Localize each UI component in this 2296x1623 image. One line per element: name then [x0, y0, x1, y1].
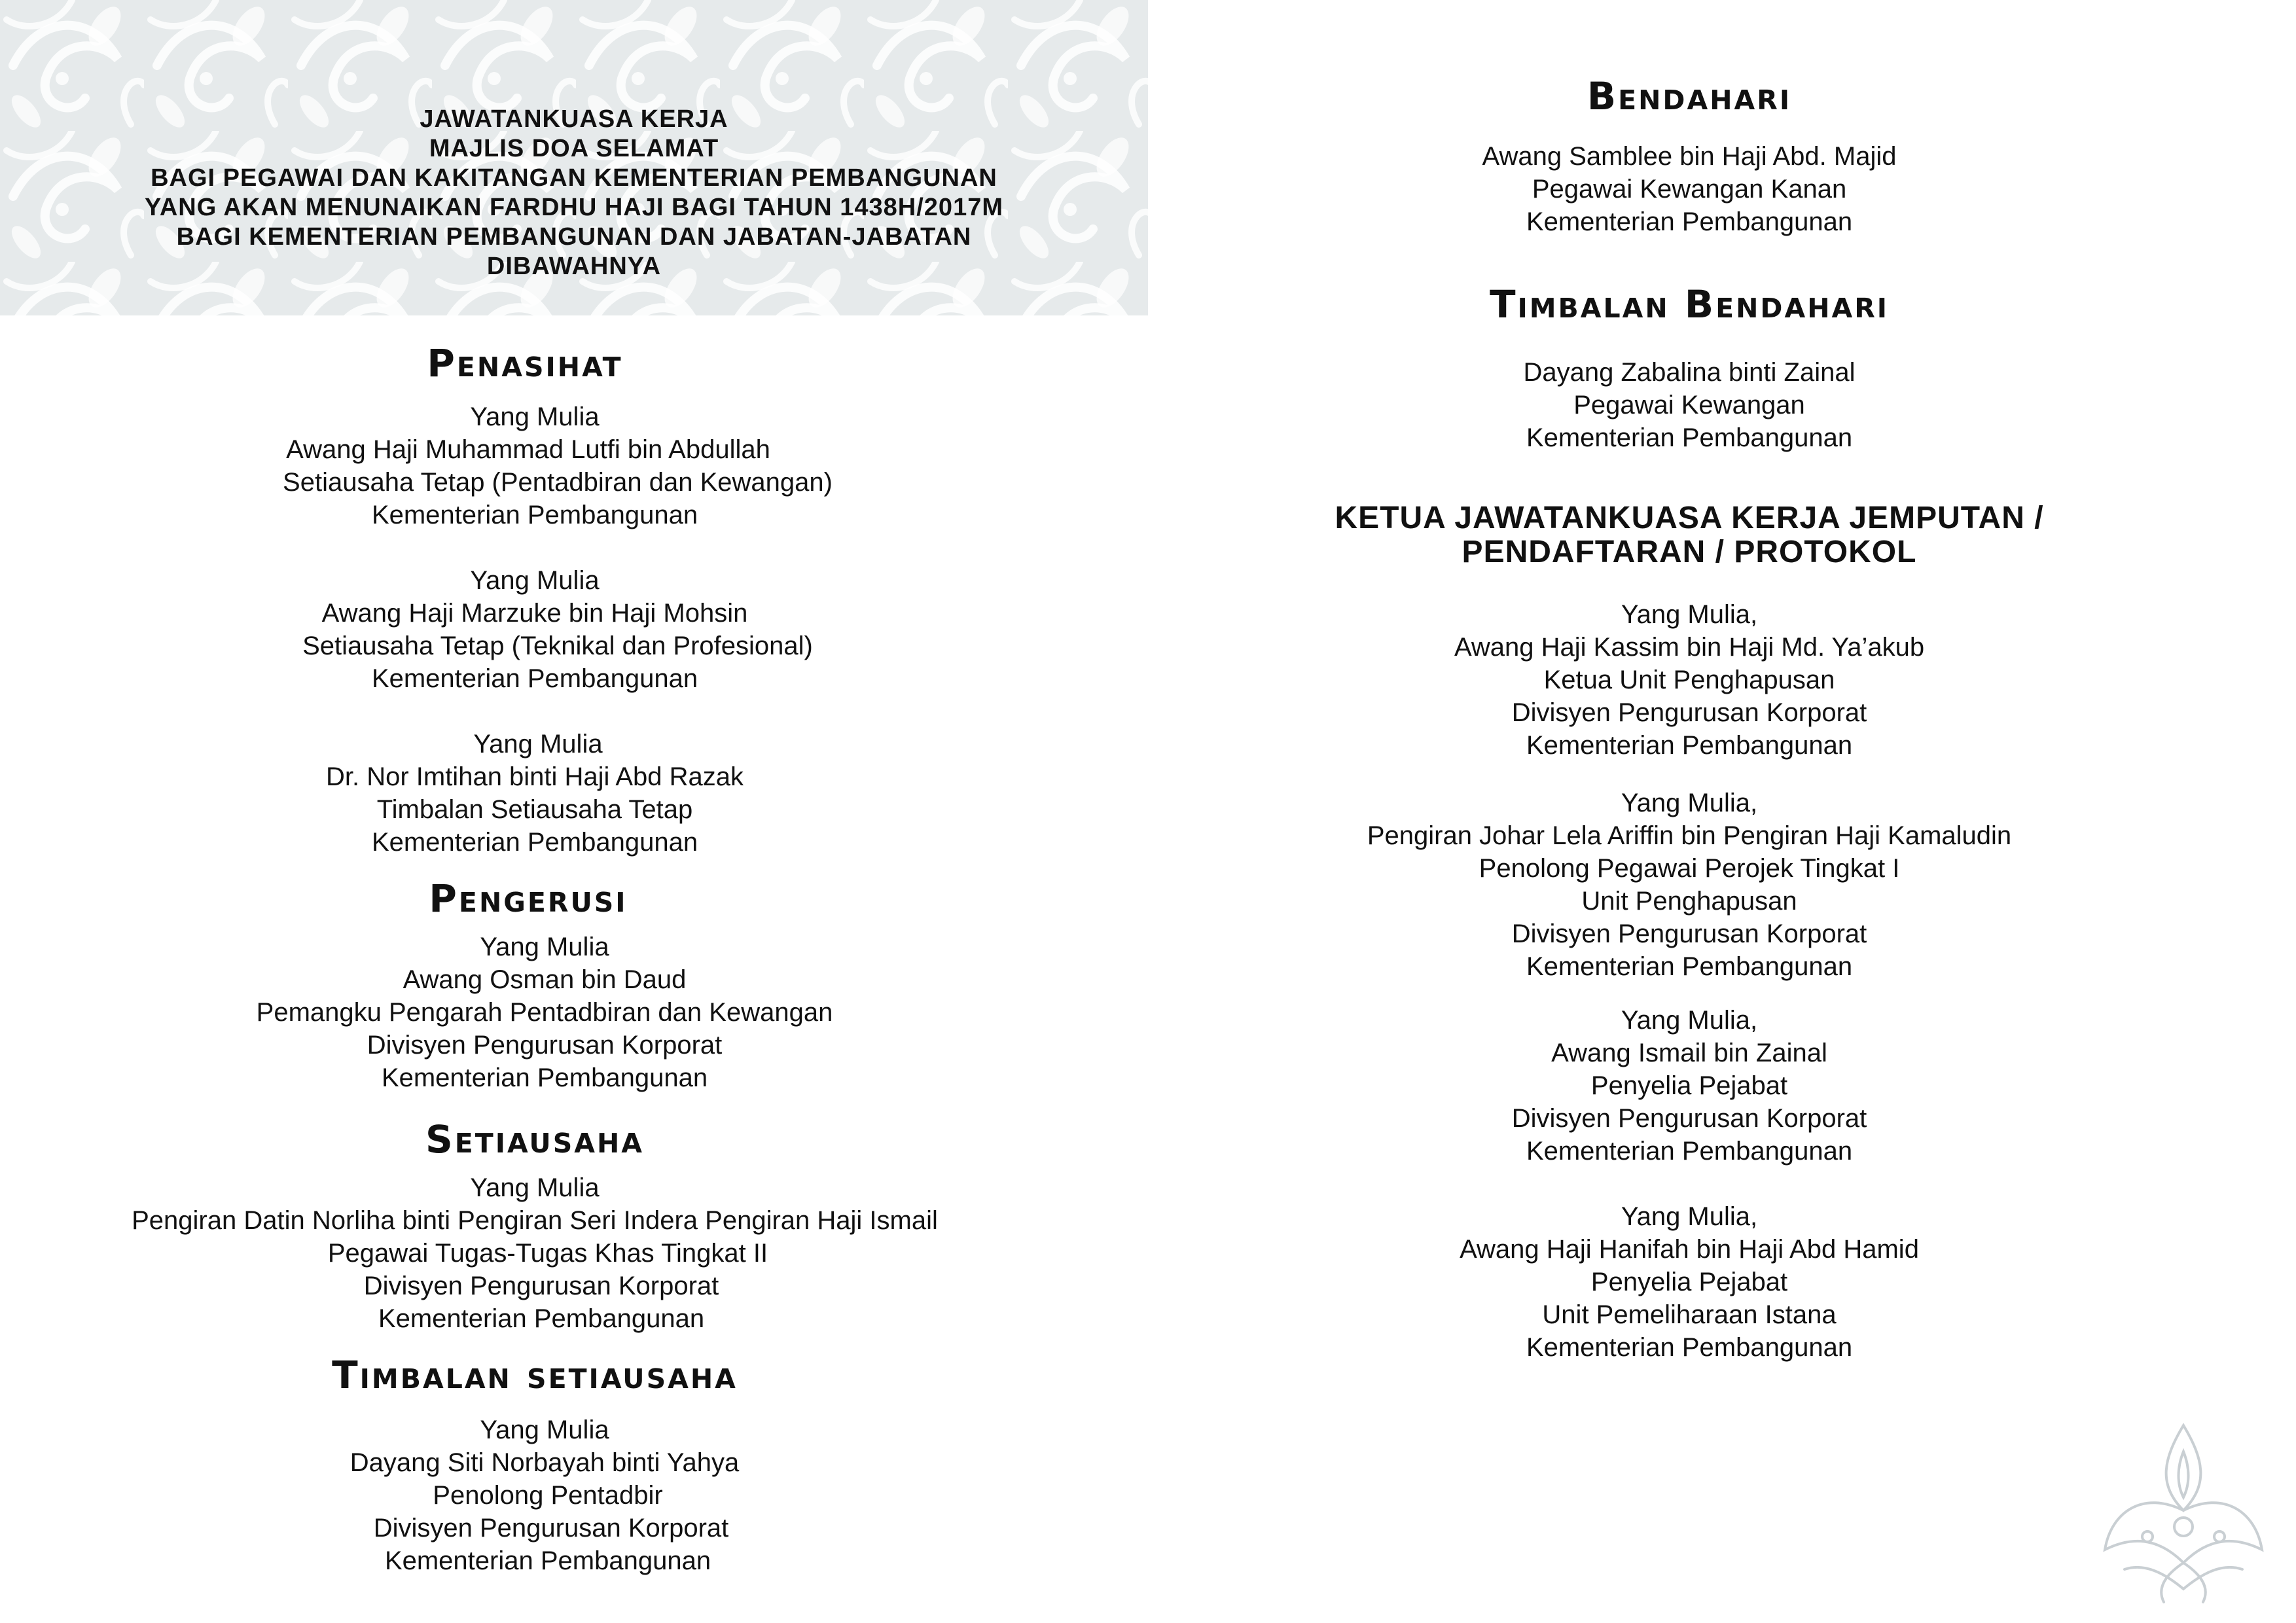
person-ministry: Kementerian Pembangunan — [371, 664, 698, 693]
paisley-ornament-icon — [2085, 1412, 2282, 1609]
penasihat-person-1 — [0, 401, 1148, 531]
pengerusi-section — [0, 876, 1148, 921]
penasihat-person-2 — [0, 564, 1148, 695]
person-name: Dayang Siti Norbayah binti Yahya — [350, 1448, 740, 1477]
person-name: Awang Haji Marzuke bin Haji Mohsin — [321, 599, 748, 628]
person-name: Awang Ismail bin Zainal — [1551, 1039, 1827, 1067]
person-division: Divisyen Pengurusan Korporat — [373, 1514, 729, 1543]
banner-line: BAGI PEGAWAI DAN KAKITANGAN KEMENTERIAN PEMBANGUNAN — [151, 164, 997, 192]
person-position: Penolong Pentadbir — [433, 1481, 663, 1510]
person-position: Ketua Unit Penghapusan — [1543, 666, 1835, 694]
ketua-section — [1148, 501, 2296, 569]
ketua-person-4 — [1148, 1200, 2296, 1364]
banner-line: YANG AKAN MENUNAIKAN FARDHU HAJI BAGI TAHUN 1438H/2017M — [144, 194, 1003, 221]
person-name: Pengiran Datin Norliha binti Pengiran Seri Indera Pengiran Haji Ismail — [132, 1206, 938, 1235]
person-name: Dr. Nor Imtihan binti Haji Abd Razak — [325, 762, 744, 791]
person-ministry: Kementerian Pembangunan — [381, 1063, 708, 1092]
person-ministry: Kementerian Pembangunan — [1526, 952, 1853, 981]
bendahari-heading: Bendahari — [1587, 74, 1792, 118]
penasihat-heading: Penasihat — [427, 341, 623, 385]
ketua-heading-line: KETUA JAWATANKUASA KERJA JEMPUTAN / — [1335, 501, 2044, 535]
person-name: Awang Haji Kassim bin Haji Md. Ya’akub — [1454, 633, 1925, 662]
penasihat-person-3 — [0, 728, 1148, 859]
person-title: Yang Mulia — [480, 933, 609, 961]
person-ministry: Kementerian Pembangunan — [1526, 1333, 1853, 1362]
person-title: Yang Mulia, — [1621, 1006, 1758, 1035]
person-ministry: Kementerian Pembangunan — [1526, 731, 1853, 760]
bendahari-section — [1148, 73, 2296, 119]
person-title: Yang Mulia, — [1621, 789, 1758, 817]
person-unit: Unit Pemeliharaan Istana — [1542, 1300, 1837, 1329]
person-ministry: Kementerian Pembangunan — [371, 501, 698, 529]
person-division: Divisyen Pengurusan Korporat — [1511, 1104, 1867, 1133]
person-name: Pengiran Johar Lela Ariffin bin Pengiran Haji Kamaludin — [1367, 821, 2012, 850]
person-division: Divisyen Pengurusan Korporat — [1511, 698, 1867, 727]
person-position: Pemangku Pengarah Pentadbiran dan Kewangan — [256, 998, 833, 1027]
right-page — [1148, 0, 2296, 1623]
person-position: Setiausaha Tetap (Teknikal dan Profesional) — [302, 632, 813, 660]
ketua-heading-line: PENDAFTARAN / PROTOKOL — [1462, 535, 1917, 569]
person-position: Penyelia Pejabat — [1590, 1268, 1788, 1296]
person-title: Yang Mulia — [480, 1416, 609, 1444]
person-name: Awang Samblee bin Haji Abd. Majid — [1482, 142, 1897, 171]
person-position: Pegawai Kewangan Kanan — [1532, 175, 1847, 204]
timbalan-setiausaha-person-1 — [0, 1414, 1148, 1577]
banner-line: BAGI KEMENTERIAN PEMBANGUNAN DAN JABATAN-JABATAN — [176, 223, 972, 251]
timbalan-setiausaha-section — [0, 1352, 1148, 1398]
person-ministry: Kementerian Pembangunan — [384, 1546, 711, 1575]
banner-line: DIBAWAHNYA — [486, 253, 662, 280]
person-ministry: Kementerian Pembangunan — [1526, 1137, 1853, 1166]
timbalan-setiausaha-heading: Timbalan setiausaha — [332, 1353, 738, 1397]
penasihat-section — [0, 340, 1148, 386]
banner-title — [0, 105, 1148, 281]
person-position: Penolong Pegawai Perojek Tingkat I — [1479, 854, 1900, 883]
banner-line: JAWATANKUASA KERJA — [420, 105, 728, 133]
ketua-person-1 — [1148, 598, 2296, 762]
person-division: Divisyen Pengurusan Korporat — [1511, 919, 1867, 948]
pengerusi-heading: Pengerusi — [429, 876, 628, 921]
person-title: Yang Mulia, — [1621, 1202, 1758, 1231]
ketua-person-3 — [1148, 1004, 2296, 1168]
person-ministry: Kementerian Pembangunan — [1526, 423, 1853, 452]
person-title: Yang Mulia, — [1621, 600, 1758, 629]
pengerusi-person-1 — [0, 931, 1148, 1094]
person-division: Divisyen Pengurusan Korporat — [367, 1031, 723, 1060]
person-name: Awang Haji Hanifah bin Haji Abd Hamid — [1460, 1235, 1919, 1264]
person-name: Awang Haji Muhammad Lutfi bin Abdullah — [286, 435, 770, 464]
person-title: Yang Mulia — [470, 566, 600, 595]
timbalan-bendahari-person-1 — [1148, 356, 2296, 454]
setiausaha-section — [0, 1116, 1148, 1162]
person-title: Yang Mulia — [470, 1173, 600, 1202]
bendahari-person-1 — [1148, 140, 2296, 238]
person-position: Timbalan Setiausaha Tetap — [376, 795, 693, 824]
person-title: Yang Mulia — [470, 402, 600, 431]
setiausaha-person-1 — [0, 1171, 1148, 1335]
timbalan-bendahari-section — [1148, 281, 2296, 327]
person-ministry: Kementerian Pembangunan — [378, 1304, 705, 1333]
banner-line: MAJLIS DOA SELAMAT — [429, 135, 719, 162]
person-ministry: Kementerian Pembangunan — [371, 828, 698, 857]
person-title: Yang Mulia — [473, 730, 603, 758]
person-position: Pegawai Tugas-Tugas Khas Tingkat II — [327, 1239, 768, 1268]
person-name: Awang Osman bin Daud — [403, 965, 687, 994]
header-banner — [0, 0, 1148, 315]
person-position: Pegawai Kewangan — [1573, 391, 1805, 419]
person-position: Setiausaha Tetap (Pentadbiran dan Kewangan) — [283, 468, 833, 497]
person-position: Penyelia Pejabat — [1590, 1071, 1788, 1100]
ketua-person-2 — [1148, 787, 2296, 983]
setiausaha-heading: Setiausaha — [425, 1117, 645, 1162]
person-unit: Unit Penghapusan — [1581, 887, 1797, 916]
person-ministry: Kementerian Pembangunan — [1526, 207, 1853, 236]
person-name: Dayang Zabalina binti Zainal — [1523, 358, 1856, 387]
timbalan-bendahari-heading: Timbalan Bendahari — [1489, 282, 1890, 327]
person-division: Divisyen Pengurusan Korporat — [363, 1272, 719, 1300]
